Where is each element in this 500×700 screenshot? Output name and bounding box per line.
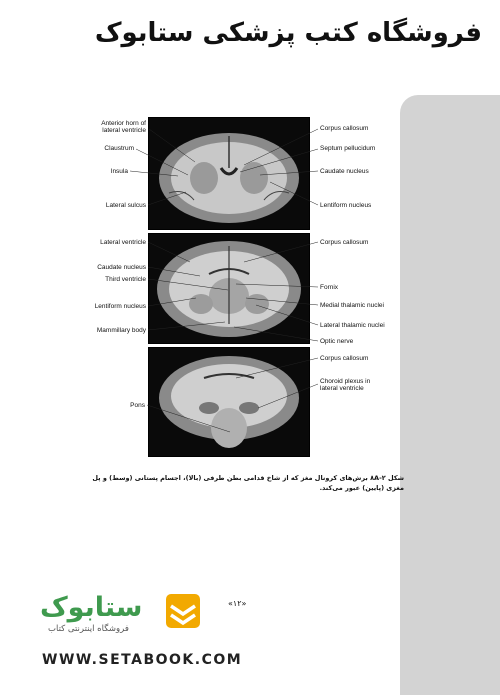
page-header-title: فروشگاه کتب پزشکی ستابوک	[94, 18, 482, 48]
page-number: «۱۲»	[228, 599, 247, 608]
side-margin-tab	[400, 95, 500, 695]
label-lateral-sulcus: Lateral sulcus	[105, 202, 146, 209]
brain-section-image-anterior-horn	[148, 117, 310, 230]
label-insula: Insula	[110, 168, 128, 175]
label-anterior-horn: Anterior horn of lateral ventricle	[101, 120, 146, 135]
label-lentiform-nucleus-2: Lentiform nucleus	[94, 303, 146, 310]
label-corpus-callosum-1: Corpus callosum	[320, 125, 369, 132]
logo-wordmark: ستابوک	[40, 592, 143, 623]
brain-section-image-pons	[148, 347, 310, 457]
label-claustrum: Claustrum	[104, 145, 134, 152]
label-caudate-nucleus-1: Caudate nucleus	[320, 168, 369, 175]
label-mammillary-body: Mammillary body	[96, 327, 146, 334]
label-lateral-ventricle: Lateral ventricle	[100, 239, 146, 246]
label-septum-pellucidum: Septum pellucidum	[320, 145, 376, 152]
label-fornix: Fornix	[320, 284, 339, 291]
label-caudate-nucleus-2: Caudate nucleus	[97, 264, 146, 271]
site-url[interactable]: WWW.SETABOOK.COM	[42, 652, 243, 668]
label-lentiform-nucleus-1: Lentiform nucleus	[320, 202, 372, 209]
brain-section-image-mammillary	[148, 233, 310, 344]
label-corpus-callosum-2: Corpus callosum	[320, 239, 369, 246]
label-lateral-thalamic-nuclei: Lateral thalamic nuclei	[320, 322, 385, 329]
label-medial-thalamic-nuclei: Medial thalamic nuclei	[320, 302, 384, 309]
label-corpus-callosum-3: Corpus callosum	[320, 355, 369, 362]
logo-subtitle: فروشگاه اینترنتی کتاب	[48, 624, 129, 634]
label-third-ventricle: Third ventricle	[105, 276, 146, 283]
figure-caption: شکل ۲-۸A برش‌های کرونال مغز که از شاخ قدامی بطن طرفی (بالا)، اجسام پستانی (وسط) و پل مغزی (پایین) عبور می‌کند.	[92, 474, 404, 492]
label-choroid-plexus: Choroid plexus in lateral ventricle	[320, 378, 371, 393]
label-pons: Pons	[130, 402, 145, 409]
label-optic-nerve: Optic nerve	[320, 338, 354, 345]
